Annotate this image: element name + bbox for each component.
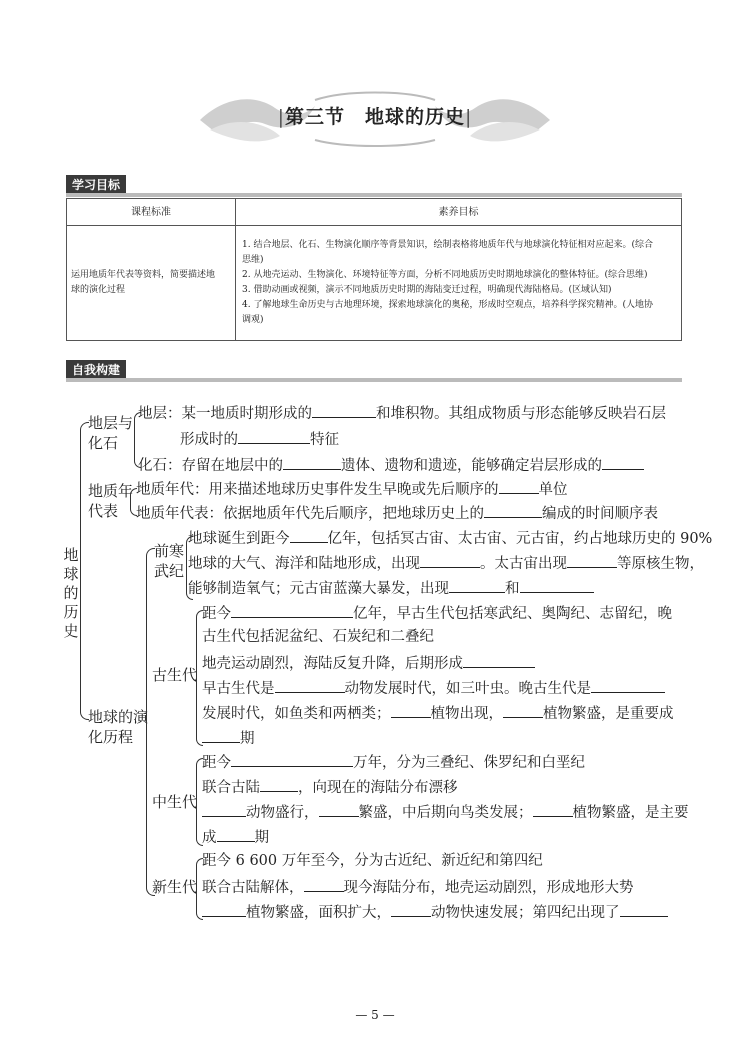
line-fossil: 化石：存留在地层中的 遗体、遗物和遗迹，能够确定岩层形成的	[138, 454, 644, 476]
page-title: |第三节 地球的历史|	[277, 106, 473, 128]
era-mesozoic: 中生代	[152, 793, 198, 811]
line-cen-3: 植物繁盛，面积扩大， 动物快速发展；第四纪出现了	[202, 901, 668, 923]
blank[interactable]	[420, 552, 480, 568]
blank[interactable]	[260, 776, 298, 792]
blank[interactable]	[591, 677, 665, 693]
line-pre-3: 能够制造氧气；元古宙蓝藻大暴发，出现 和	[188, 577, 594, 599]
root-label: 地 球 的 历 史	[63, 546, 79, 640]
section-label-goals: 学习目标	[66, 175, 126, 195]
blank[interactable]	[463, 652, 535, 668]
page-number: — 5 —	[355, 1008, 395, 1022]
line-mes-1: 距今 万年，分为三叠纪、侏罗纪和白垩纪	[202, 751, 585, 773]
blank[interactable]	[290, 527, 328, 543]
blank[interactable]	[231, 602, 353, 618]
literacy-cell: 1. 结合地层、化石、生物演化顺序等背景知识，绘制表格将地质年代与地球演化特征相对应起来。(综合 思维) 2. 从地壳运动、生物演化、环境特征等方面，分析不同地质历史时期地球演化的整体特征。(综合思维) 3. 借助动画或视频，演示不同地质历史时期的海陆变迁过程，明确现代海陆格局。(区域认知) 4. 了解地球生命历史与古地理环境，探索地球演化的奥秘，形成时空观点，培养科学探究精神。(人地协 调观)	[236, 226, 682, 341]
blank[interactable]	[319, 801, 359, 817]
header-literacy: 素养目标	[236, 199, 682, 226]
line-cen-1: 距今 6 600 万年至今，分为古近纪、新近纪和第四纪	[202, 853, 543, 869]
era-precambrian: 前寒 武纪	[154, 542, 185, 580]
line-mes-2: 联合古陆 ，向现在的海陆分布漂移	[202, 776, 458, 798]
line-pal-1: 距今 亿年，早古生代包括寒武纪、奥陶纪、志留纪，晚	[202, 602, 672, 624]
blank[interactable]	[238, 428, 310, 444]
line-mes-4: 成 期	[202, 826, 269, 848]
blank[interactable]	[503, 702, 543, 718]
line-mes-3: 动物盛行， 繁盛，中后期向鸟类发展； 植物繁盛，是主要	[202, 801, 689, 823]
line-pre-2: 地球的大气、海洋和陆地形成，出现 。太古宙出现 等原核生物，	[188, 552, 704, 574]
era-paleozoic: 古生代	[152, 666, 198, 684]
line-geotime: 地质年代：用来描述地球历史事件发生早晚或先后顺序的 单位	[136, 478, 568, 500]
blank[interactable]	[499, 478, 539, 494]
blank[interactable]	[620, 901, 668, 917]
line-geotable: 地质年代表：依据地质年代先后顺序，把地球历史上的 编成的时间顺序表	[136, 502, 658, 524]
section-bar-goals	[66, 193, 682, 197]
line-pal-2: 古生代包括泥盆纪、石炭纪和二叠纪	[202, 629, 434, 645]
bracket-evolution	[146, 548, 155, 896]
blank[interactable]	[217, 826, 255, 842]
line-cen-2: 联合古陆解体， 现今海陆分布，地壳运动剧烈，形成地形大势	[202, 876, 634, 898]
blank[interactable]	[567, 552, 617, 568]
blank[interactable]	[202, 901, 246, 917]
line-strata-2: 形成时的 特征	[180, 428, 339, 450]
blank[interactable]	[391, 901, 431, 917]
line-pal-4: 早古生代是 动物发展时代，如三叶虫。晚古生代是	[202, 677, 665, 699]
blank[interactable]	[202, 801, 246, 817]
era-cenozoic: 新生代	[152, 878, 198, 896]
blank[interactable]	[484, 502, 542, 518]
blank[interactable]	[304, 876, 344, 892]
line-pal-3: 地壳运动剧烈，海陆反复升降，后期形成	[202, 652, 535, 674]
blank[interactable]	[449, 577, 505, 593]
line-strata-1: 地层：某一地质时期形成的 和堆积物。其组成物质与形态能够反映岩石层	[138, 402, 666, 424]
blank[interactable]	[602, 454, 644, 470]
header-standard: 课程标准	[67, 199, 236, 226]
line-pal-6: 期	[202, 727, 255, 749]
section-bar-build	[66, 378, 682, 382]
blank[interactable]	[283, 454, 341, 470]
root-bracket	[80, 422, 89, 720]
line-pal-5: 发展时代，如鱼类和两栖类； 植物出现， 植物繁盛，是重要成	[202, 702, 674, 724]
section-label-build: 自我构建	[66, 360, 126, 380]
blank[interactable]	[275, 677, 345, 693]
branch-evolution: 地球的演 化历程	[88, 708, 149, 746]
branch-geo-time: 地质年 代表	[88, 482, 134, 520]
blank[interactable]	[312, 402, 376, 418]
blank[interactable]	[231, 751, 353, 767]
line-pre-1: 地球诞生到距今 亿年，包括冥古宙、太古宙、元古宙，约占地球历史的 90%	[188, 527, 712, 549]
branch-strata-fossil: 地层与 化石	[88, 414, 134, 452]
goals-table	[66, 198, 682, 341]
standard-cell: 运用地质年代表等资料，简要描述地 球的演化过程	[67, 226, 236, 341]
blank[interactable]	[391, 702, 431, 718]
blank[interactable]	[520, 577, 594, 593]
blank[interactable]	[202, 727, 240, 743]
blank[interactable]	[533, 801, 573, 817]
